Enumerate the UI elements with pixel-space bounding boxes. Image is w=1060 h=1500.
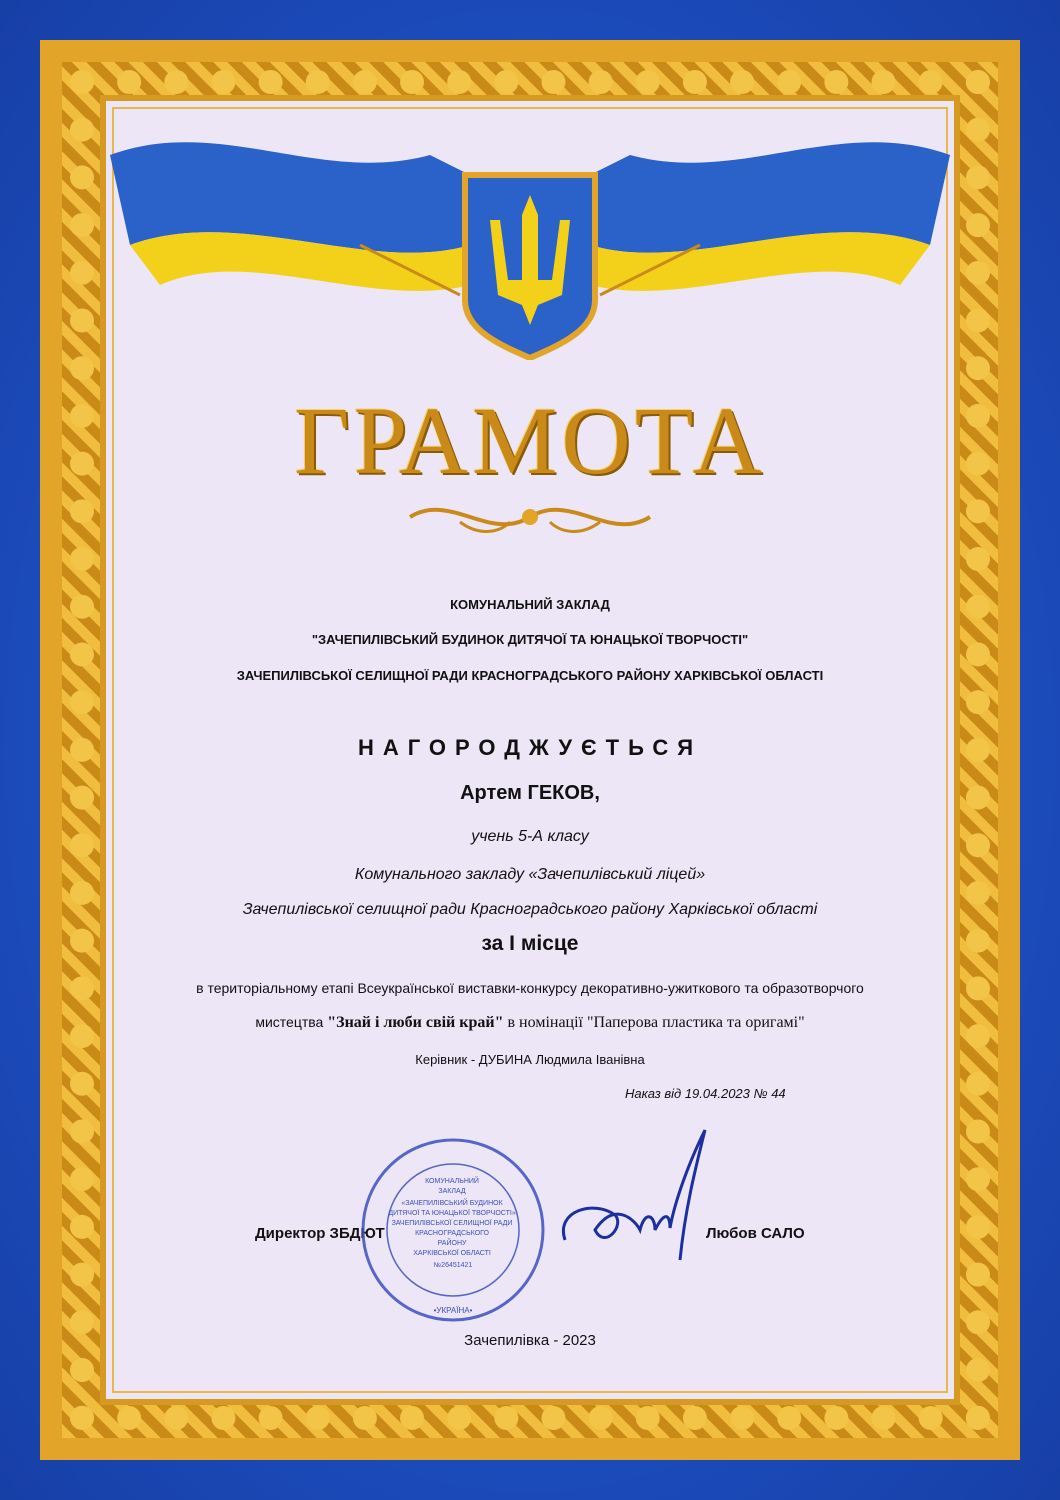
trident-coat-of-arms-icon — [460, 170, 600, 360]
contest-line-1: в територіальному етапі Всеукраїнської виставки-конкурсу декоративно-ужиткового та образотворчого — [196, 980, 864, 996]
director-name: Любов САЛО — [706, 1225, 805, 1242]
institution-line-2: "ЗАЧЕПИЛІВСЬКИЙ БУДИНОК ДИТЯЧОЇ ТА ЮНАЦЬКОЇ ТВОРЧОСТІ" — [311, 632, 749, 647]
gold-flourish-ornament — [400, 492, 660, 542]
official-stamp — [358, 1135, 548, 1325]
stamp-line-3: «ЗАЧЕПИЛІВСЬКИЙ БУДИНОК — [401, 1200, 503, 1207]
institution-line-3: ЗАЧЕПИЛІВСЬКОЇ СЕЛИЩНОЇ РАДИ КРАСНОГРАДСЬКОГО РАЙОНУ ХАРКІВСЬКОЇ ОБЛАСТІ — [236, 668, 824, 683]
contest-title: "Знай і люби свій край" — [327, 1014, 504, 1031]
recipient-region: Зачепилівської селищної ради Красноградського району Харківської області — [242, 901, 818, 918]
stamp-line-8: ХАРКІВСЬКОЇ ОБЛАСТІ — [413, 1250, 491, 1257]
director-label: Директор ЗБДЮТ — [255, 1225, 385, 1242]
place-and-year: Зачепилівка - 2023 — [464, 1332, 596, 1349]
contest-nomination: в номінації "Паперова пластика та оригамі" — [503, 1014, 805, 1031]
stamp-line-6: КРАСНОГРАДСЬКОГО — [415, 1230, 489, 1237]
recipient-class: учень 5-А класу — [471, 828, 589, 845]
certificate-title: ГРАМОТА — [294, 387, 766, 494]
director-signature — [555, 1120, 725, 1280]
stamp-line-4: ДИТЯЧОЇ ТА ЮНАЦЬКОЇ ТВОРЧОСТІ» — [388, 1210, 516, 1217]
award-heading: НАГОРОДЖУЄТЬСЯ — [357, 735, 703, 760]
supervisor: Керівник - ДУБИНА Людмила Іванівна — [415, 1052, 645, 1067]
stamp-line-1: КОМУНАЛЬНИЙ — [425, 1178, 479, 1185]
recipient-name: Артем ГЕКОВ, — [460, 782, 600, 804]
order-reference: Наказ від 19.04.2023 № 44 — [625, 1086, 786, 1101]
stamp-line-5: ЗАЧЕПИЛІВСЬКОЇ СЕЛИЩНОЇ РАДИ — [391, 1220, 513, 1227]
stamp-line-7: РАЙОНУ — [437, 1240, 467, 1247]
stamp-line-9: №26451421 — [433, 1262, 473, 1269]
place-awarded: за І місце — [481, 932, 579, 955]
institution-line-1: КОМУНАЛЬНИЙ ЗАКЛАД — [450, 597, 610, 612]
stamp-line-2: ЗАКЛАД — [438, 1188, 466, 1195]
contest-prefix: мистецтва — [255, 1014, 328, 1030]
stamp-bottom-text: •УКРАЇНА• — [433, 1306, 473, 1315]
svg-text:КОМУНАЛЬНИЙ ЗАКЛАД «ЗА — [388, 1176, 517, 1269]
contest-line-2 — [0, 1014, 1060, 1032]
recipient-school: Комунального закладу «Зачепилівський ліцей» — [354, 866, 706, 883]
